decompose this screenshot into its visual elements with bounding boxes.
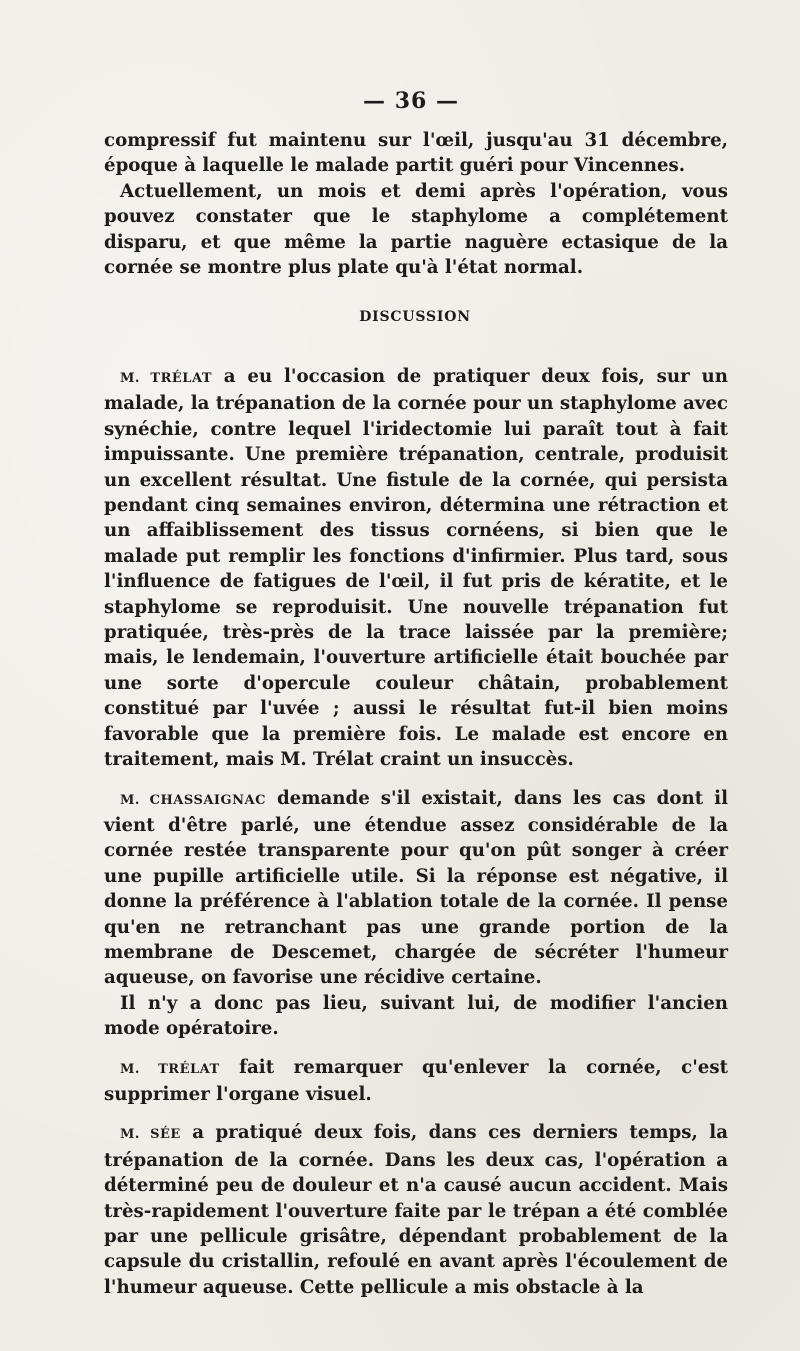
paragraph [104,1120,728,1300]
speaker-name: M. TRÉLAT [120,1061,220,1077]
paragraph: compressif fut maintenu sur l'œil, jusqu'au 31 décembre, époque à laquelle le malade partit guéri pour Vincennes. [104,130,728,177]
paragraph-text: a pratiqué deux fois, dans ces derniers temps, la trépanation de la cornée. Dans les deux cas, l'opération a déterminé peu de douleur et n'a causé aucun accident. Mais très-rapidement l'ouverture faite par le trépan a été comblée par une pellicule grisâtre, dépendant probablement de la capsule du cristallin, refoulé en avant après l'écoulement de l'humeur aqueuse. Cette pellicule a mis obstacle à la [104,1122,728,1298]
paragraph [104,364,728,773]
section-heading: DISCUSSION [359,309,471,325]
paragraph [104,991,728,1042]
page-number: — 36 — [363,88,459,114]
paragraph [104,1055,728,1108]
speaker-name: M. TRÉLAT [120,371,212,386]
discussion-text [104,364,728,1300]
paragraph-text: demande s'il existait, dans les cas dont il vient d'être parlé, une étendue assez considérable de la cornée restée transparente pour qu'on pût songer à créer une pupille artificielle utile. Si la réponse est négative, il donne la préférence à l'ablation totale de la cornée. Il pense qu'en ne retranchant pas une grande portion de la membrane de Descemet, chargée de sécréter l'humeur aqueuse, on favorise une récidive certaine. [104,787,728,989]
paragraph [104,786,728,991]
paragraph-text: fait remarquer qu'enlever la cornée, c'est supprimer l'organe visuel. [104,1056,728,1105]
paragraph: Actuellement, un mois et demi après l'opération, vous pouvez constater que le staphylome a complétement disparu, et que même la partie naguère ectasique de la cornée se montre plus plate qu'à l'état normal. [104,180,728,279]
speaker-name: M. CHASSAIGNAC [120,792,266,808]
paragraph-text: a eu l'occasion de pratiquer deux fois, sur un malade, la trépanation de la cornée pour un staphylome avec synéchie, contre lequel l'iridectomie lui paraît tout à fait impuissante. Une première trépanation, centrale, produisit un excellent résultat. Une fistule de la cornée, qui persista pendant cinq semaines environ, détermina une rétraction et un affaiblissement des tissus cornéens, si bien que le malade put remplir les fonctions d'infirmier. Plus tard, sous l'influence de fatigues de l'œil, il fut pris de kératite, et le staphylome se reproduisit. Une nouvelle trépanation fut pratiquée, très-près de la trace laissée par la première; mais, le lendemain, l'ouverture artificielle était bouchée par une sorte d'opercule couleur châtain, probablement constitué par l'uvée ; aussi le résultat fut-il bien moins favorable que la première fois. Le malade est encore en traitement, mais M. Trélat craint un insuccès. [104,366,728,771]
opening-text [104,128,728,280]
speaker-name: M. SÉE [120,1127,181,1143]
paragraph-text: Il n'y a donc pas lieu, suivant lui, de modifier l'ancien mode opératoire. [104,992,728,1040]
